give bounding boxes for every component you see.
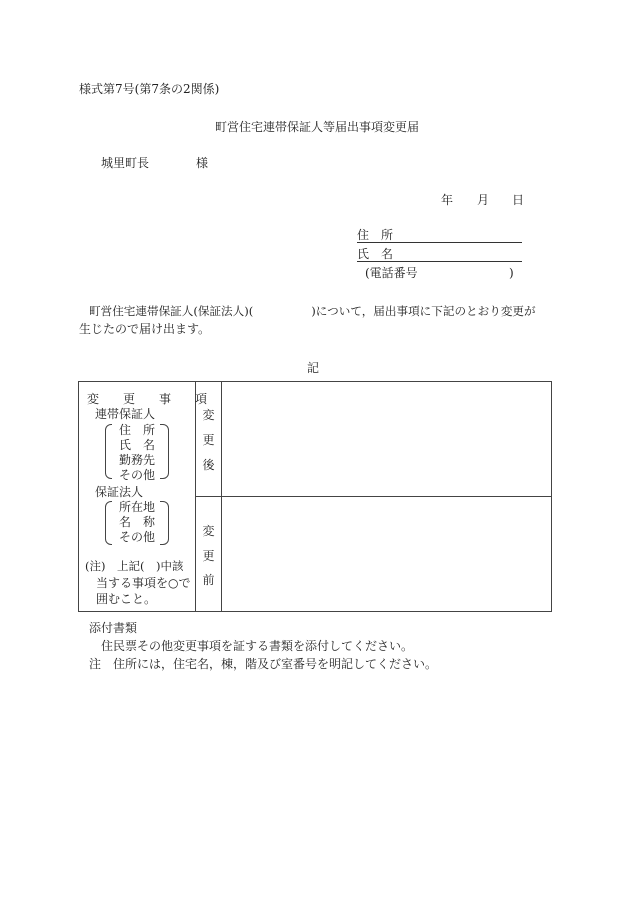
attachments-text: 住民票その他変更事項を証する書類を添付してください。 — [101, 639, 414, 653]
name-label: 氏 名 — [357, 247, 394, 261]
note-label: 注 — [89, 657, 102, 671]
corp-item-name[interactable]: 名 称 — [119, 515, 156, 529]
guarantor-item-other[interactable]: その他 — [119, 468, 156, 482]
before-label-cell — [196, 497, 222, 612]
body-line-2: 生じたので届け出ます。 — [79, 322, 211, 336]
name-field[interactable] — [357, 248, 522, 262]
date-day: 日 — [512, 193, 525, 207]
date-month: 月 — [477, 193, 490, 207]
after-char-2: 更 — [202, 433, 215, 447]
note-line-3: 囲むこと。 — [96, 592, 157, 606]
note-line-2: 当する事項を○で — [96, 576, 191, 590]
guarantor-label: 連帯保証人 — [95, 407, 156, 421]
addressee-name: 城里町長 — [101, 156, 150, 170]
guarantor-item-workplace[interactable]: 勤務先 — [119, 453, 156, 467]
document-title: 町営住宅連帯保証人等届出事項変更届 — [215, 120, 420, 134]
address-label: 住 所 — [357, 228, 394, 242]
before-char-1: 変 — [202, 524, 215, 538]
before-input-cell[interactable] — [222, 497, 552, 612]
after-char-3: 後 — [202, 458, 215, 472]
after-char-1: 変 — [202, 408, 215, 422]
note-text: 住所には，住宅名，棟，階及び室番号を明記してください。 — [113, 657, 438, 671]
phone-open: (電話番号 — [365, 266, 418, 280]
after-input-cell[interactable] — [222, 382, 552, 497]
after-label-cell — [196, 382, 222, 497]
attachments-heading: 添付書類 — [89, 621, 138, 635]
form-number: 様式第7号(第7条の2関係) — [79, 82, 220, 96]
guarantor-item-name[interactable]: 氏 名 — [119, 438, 156, 452]
date-year: 年 — [441, 193, 454, 207]
change-items-cell — [79, 382, 208, 612]
phone-close: ) — [509, 266, 514, 280]
change-table — [78, 381, 552, 612]
before-char-3: 前 — [202, 573, 215, 587]
note-line-1: (注) 上記( )中該 — [85, 559, 184, 573]
corp-label: 保証法人 — [95, 485, 144, 499]
corp-item-location[interactable]: 所在地 — [119, 500, 156, 514]
address-field[interactable] — [357, 229, 522, 243]
corp-item-other[interactable]: その他 — [119, 530, 156, 544]
body-line-1: 町営住宅連帯保証人(保証法人)( )について，届出事項に下記のとおり変更が — [89, 304, 536, 318]
ki-label: 記 — [307, 361, 320, 375]
change-items-heading: 変 更 事 項 — [87, 392, 208, 406]
before-char-2: 更 — [202, 549, 215, 563]
guarantor-item-address[interactable]: 住 所 — [119, 423, 156, 437]
addressee-honorific: 様 — [196, 156, 209, 170]
